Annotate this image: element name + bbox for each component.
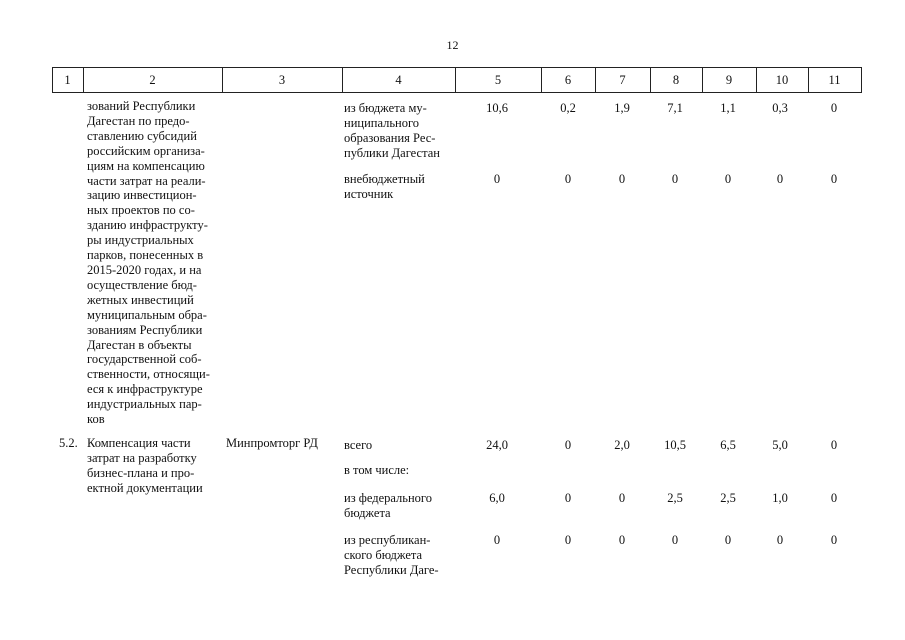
table-cell: 0	[618, 172, 626, 186]
source-line: ниципального	[344, 115, 420, 130]
desc-line: российским организа-	[87, 143, 205, 158]
table-cell: 0	[618, 533, 626, 547]
desc-line: бизнес-плана и про-	[87, 465, 195, 480]
table-cell: 2,5	[667, 491, 683, 505]
desc-line: государственной соб-	[87, 352, 202, 367]
block2-row-federal-source	[344, 491, 452, 521]
table-cell: 6,5	[720, 438, 736, 452]
desc-line: парков, понесенных в	[87, 248, 204, 263]
table-cell: 0	[618, 491, 626, 505]
desc-line: циям на компенсацию	[87, 158, 205, 173]
block1-description	[87, 99, 219, 427]
table-cell: 2,0	[614, 438, 630, 452]
table-cell: 2,5	[720, 491, 736, 505]
block2-row-including-source	[344, 463, 452, 478]
table-cell: 1,9	[614, 101, 630, 115]
source-line: ского бюджета	[344, 547, 423, 562]
desc-line: еся к инфраструктуре	[87, 382, 203, 397]
source-line: внебюджетный	[344, 172, 425, 186]
source-line: из федерального	[344, 491, 432, 505]
source-line: из республикан-	[344, 533, 431, 547]
page-number: 12	[446, 38, 459, 52]
desc-line: жетных инвестиций	[87, 292, 194, 307]
table-cell: 0	[671, 172, 679, 186]
header-col-11: 11	[828, 73, 841, 87]
desc-line: ры индустриальных	[87, 233, 194, 248]
desc-line: Компенсация части	[87, 436, 191, 450]
source-line: Республики Даге-	[344, 562, 439, 577]
table-cell: 7,1	[667, 101, 683, 115]
table-cell: 0	[776, 533, 784, 547]
source-line: образования Рес-	[344, 130, 436, 145]
source-line: из бюджета му-	[344, 101, 427, 115]
table-cell: 0	[564, 438, 572, 452]
desc-line: Дагестан в объекты	[87, 337, 192, 352]
table-cell: 0	[493, 533, 501, 547]
block2-description	[87, 436, 219, 496]
table-cell: 0	[776, 172, 784, 186]
desc-line: ственности, относящи-	[87, 367, 210, 382]
desc-line: Дагестан по предо-	[87, 113, 190, 128]
desc-line: зованиям Республики	[87, 322, 203, 337]
source-line: в том числе:	[344, 463, 410, 477]
table-cell: 0	[564, 172, 572, 186]
block1-row2-source	[344, 172, 452, 202]
table-cell: 0	[830, 438, 838, 452]
desc-line: ков	[87, 412, 105, 427]
table-cell: 0	[830, 172, 838, 186]
header-col-8: 8	[672, 73, 680, 87]
desc-line: ставлению субсидий	[87, 128, 197, 143]
desc-line: зданию инфраструкту-	[87, 218, 208, 233]
table-cell: 10,6	[486, 101, 508, 115]
table-cell: 5,0	[772, 438, 788, 452]
header-col-4: 4	[395, 73, 402, 87]
block1-row1-source	[344, 101, 452, 161]
desc-line: зацию инвестицион-	[87, 188, 197, 203]
header-col-6: 6	[564, 73, 572, 87]
desc-line: 2015-2020 годах, и на	[87, 262, 202, 277]
desc-line: затрат на разработку	[87, 450, 197, 465]
table-cell: 0	[564, 533, 572, 547]
header-col-7: 7	[619, 73, 626, 87]
table-cell: 0,2	[560, 101, 576, 115]
table-cell: 10,5	[664, 438, 686, 452]
desc-line: индустриальных пар-	[87, 397, 202, 412]
block2-row-republic-source	[344, 533, 452, 578]
table-cell: 1,0	[772, 491, 788, 505]
desc-line: ных проектов по со-	[87, 203, 195, 218]
table-cell: 1,1	[720, 101, 736, 115]
desc-line: ектной документации	[87, 480, 203, 495]
header-col-9: 9	[725, 73, 733, 87]
table-cell: 0	[830, 491, 838, 505]
table-cell: 0,3	[772, 101, 788, 115]
desc-line: зований Республики	[87, 99, 196, 113]
desc-line: части затрат на реали-	[87, 173, 206, 188]
header-col-3: 3	[278, 73, 286, 87]
header-col-1: 1	[64, 73, 71, 87]
table-cell: 0	[724, 172, 732, 186]
source-line: публики Дагестан	[344, 145, 440, 160]
table-cell: 0	[830, 101, 838, 115]
source-line: бюджета	[344, 505, 391, 520]
table-cell: 0	[564, 491, 572, 505]
table-cell: 24,0	[486, 438, 508, 452]
source-line: источник	[344, 186, 394, 201]
header-col-5: 5	[494, 73, 502, 87]
table-cell: 0	[830, 533, 838, 547]
header-col-2: 2	[149, 73, 156, 87]
table-cell: 0	[724, 533, 732, 547]
desc-line: осуществление бюд-	[87, 277, 197, 292]
row-number: 5.2.	[59, 436, 78, 450]
header-col-10: 10	[775, 73, 789, 87]
table-cell: 6,0	[489, 491, 505, 505]
source-line: всего	[344, 438, 373, 452]
table-cell: 0	[671, 533, 679, 547]
table-cell: 0	[493, 172, 501, 186]
desc-line: муниципальным обра-	[87, 307, 207, 322]
block2-row-total-source	[344, 438, 452, 453]
executor: Минпромторг РД	[226, 436, 318, 450]
